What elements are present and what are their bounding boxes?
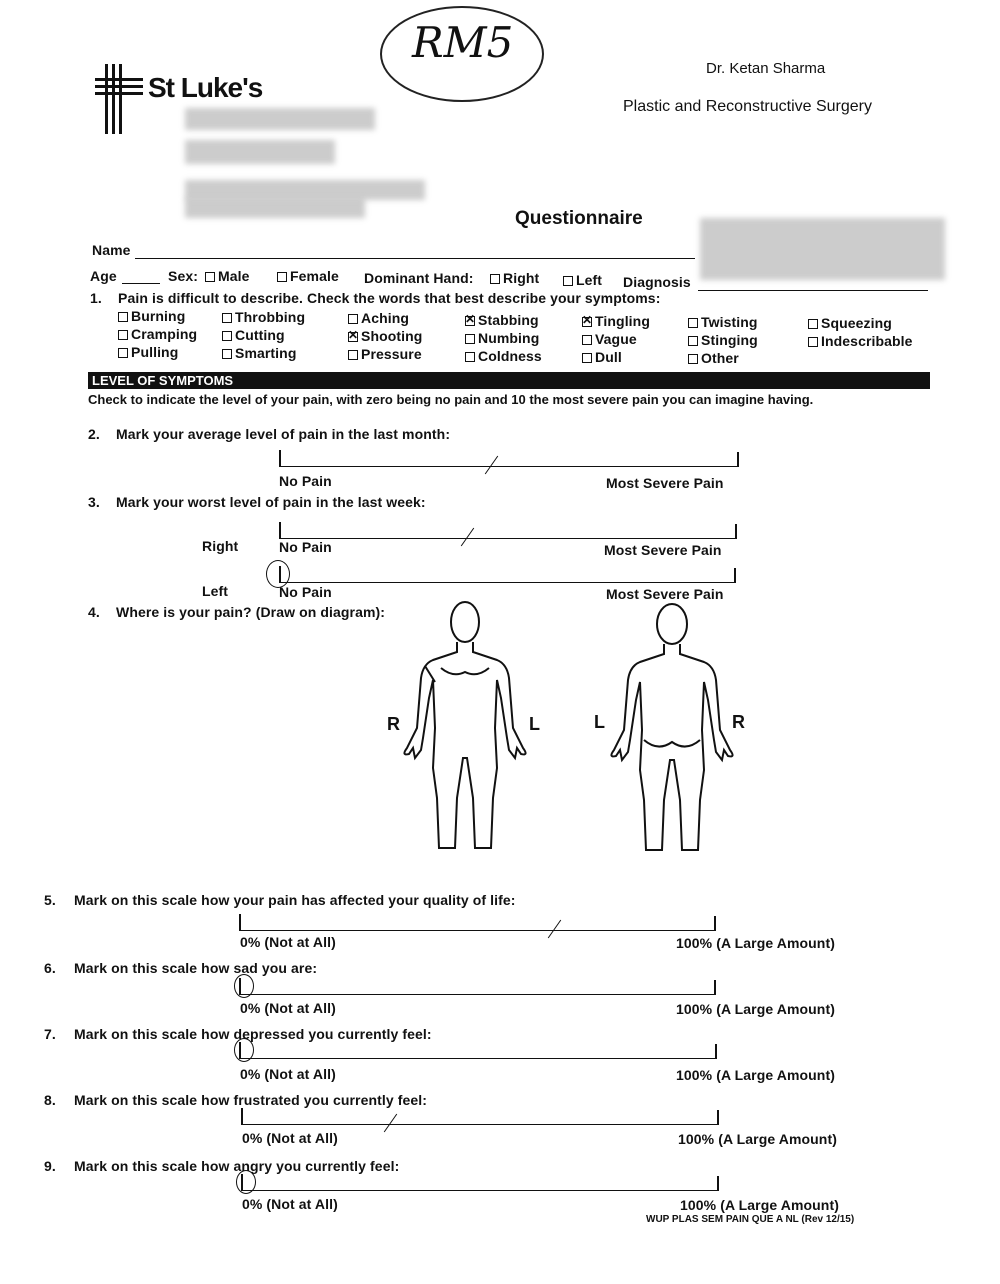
pain-word-checkbox[interactable] [465, 334, 475, 344]
scale-end-tick [715, 1044, 717, 1059]
back-right-label: R [732, 712, 745, 732]
scale-line[interactable] [240, 1058, 716, 1059]
hand-right[interactable]: Right [490, 270, 539, 286]
scale-high-label: 100% (A Large Amount) [678, 1131, 837, 1147]
pain-word-option[interactable] [465, 330, 539, 346]
hand-left[interactable]: Left [563, 272, 602, 288]
scale-line[interactable] [242, 1124, 718, 1125]
name-line [135, 258, 695, 259]
pain-word-checkbox[interactable] [465, 352, 475, 362]
pain-word-label: Pressure [361, 346, 422, 363]
pain-word-checkbox[interactable] [808, 319, 818, 329]
pain-word-label: Stinging [701, 332, 758, 348]
q3-right-high: Most Severe Pain [604, 542, 722, 558]
pain-word-label: Vague [595, 330, 637, 347]
scale-number: 7. [44, 1026, 56, 1042]
right-checkbox[interactable] [490, 274, 500, 284]
pain-word-checkbox[interactable] [118, 312, 128, 322]
pain-word-checkbox[interactable] [118, 330, 128, 340]
q2-scale-end [737, 452, 739, 467]
pain-word-option[interactable] [582, 331, 637, 347]
q3-right-start [279, 522, 281, 539]
q2-low-label: No Pain [279, 473, 332, 489]
scale-question: Mark on this scale how depressed you currently feel: [74, 1026, 432, 1042]
pain-word-option[interactable] [582, 349, 622, 365]
pain-word-label: Cutting [235, 327, 285, 344]
pain-word-label: Throbbing [235, 309, 306, 326]
scale-end-tick [717, 1176, 719, 1191]
pain-word-option[interactable] [465, 312, 539, 328]
pain-word-option[interactable] [688, 332, 758, 348]
footer-code: WUP PLAS SEM PAIN QUE A NL (Rev 12/15) [646, 1214, 855, 1225]
scale-circled-mark [234, 974, 254, 998]
scale-end-tick [714, 980, 716, 995]
scale-high-label: 100% (A Large Amount) [676, 1001, 835, 1017]
pain-word-option[interactable] [118, 308, 185, 324]
pain-word-label: Cramping [131, 326, 198, 342]
stamp-text: RM5 [412, 18, 514, 67]
section-title: LEVEL OF SYMPTOMS [92, 373, 234, 388]
pain-word-label: Other [701, 350, 739, 366]
st-lukes-logo [95, 62, 145, 134]
scale-high-label: 100% (A Large Amount) [680, 1197, 839, 1213]
scale-end-tick [717, 1110, 719, 1125]
scale-start-tick [241, 1108, 243, 1125]
diagnosis-label: Diagnosis [623, 274, 691, 290]
pain-word-label: Numbing [478, 329, 540, 346]
scale-start-tick [239, 914, 241, 931]
pain-word-option[interactable] [688, 314, 758, 330]
instructions: Check to indicate the level of your pain, with zero being no pain and 10 the most severe pain you can imagine having. [88, 392, 814, 407]
q2-text: Mark your average level of pain in the last month: [116, 426, 451, 442]
scale-low-label: 0% (Not at All) [240, 934, 336, 950]
pain-word-label: Aching [361, 310, 410, 327]
level-of-symptoms-bar [88, 372, 930, 389]
pain-word-option[interactable] [118, 326, 197, 342]
pain-word-option[interactable] [348, 328, 422, 344]
scale-slash-mark [547, 920, 560, 939]
q3-left-end [734, 568, 736, 583]
sex-female[interactable]: Female [277, 268, 339, 284]
q3-right-low: No Pain [279, 539, 332, 555]
scale-low-label: 0% (Not at All) [242, 1130, 338, 1146]
scale-question: Mark on this scale how angry you currently feel: [74, 1158, 400, 1174]
scale-low-label: 0% (Not at All) [240, 1066, 336, 1082]
logo-text: St Luke's [148, 72, 263, 103]
scale-number: 9. [44, 1158, 56, 1174]
scale-line[interactable] [242, 1190, 718, 1191]
scale-number: 6. [44, 960, 56, 976]
front-right-label: R [387, 714, 400, 734]
q3-right-end [735, 524, 737, 539]
pain-word-checkbox[interactable] [688, 336, 698, 346]
pain-word-checkbox[interactable] [688, 354, 698, 364]
pain-word-label: Coldness [478, 347, 542, 364]
redacted-address [185, 108, 375, 130]
scale-question: Mark on this scale how frustrated you currently feel: [74, 1092, 428, 1108]
pain-word-checkbox[interactable] [348, 350, 358, 360]
pain-word-label: Twisting [701, 314, 758, 330]
q2-scale-start [279, 450, 281, 467]
q3-left-low: No Pain [279, 584, 332, 600]
age-label: Age [90, 268, 117, 284]
doctor-name: Dr. Ketan Sharma [706, 60, 826, 77]
scale-number: 5. [44, 892, 56, 908]
diagnosis-line [698, 290, 928, 291]
pain-word-label: Stabbing [478, 311, 539, 328]
scale-slash-mark [383, 1114, 396, 1133]
q2-number: 2. [88, 426, 100, 442]
pain-word-option[interactable] [222, 327, 285, 343]
pain-word-label: Squeezing [821, 315, 892, 332]
pain-word-label: Tingling [595, 312, 650, 329]
q3-right-pain-mark [461, 528, 474, 547]
form-title: Questionnaire [515, 208, 643, 229]
pain-word-checkbox[interactable] [465, 316, 475, 326]
pain-word-option[interactable] [222, 345, 296, 361]
pain-word-option[interactable] [348, 310, 409, 326]
pain-word-option[interactable] [222, 309, 305, 325]
age-line [122, 283, 160, 284]
q1-number: 1. [90, 290, 102, 306]
scale-low-label: 0% (Not at All) [240, 1000, 336, 1016]
pain-word-checkbox[interactable] [582, 317, 592, 327]
q4-text: Where is your pain? (Draw on diagram): [116, 604, 386, 620]
male-checkbox[interactable] [205, 272, 215, 282]
pain-word-label: Burning [131, 308, 186, 324]
pain-word-option[interactable] [348, 346, 422, 362]
pain-word-label: Shooting [361, 328, 423, 345]
redacted-address [185, 198, 365, 218]
q3-right-label: Right [202, 538, 239, 554]
q2-high-label: Most Severe Pain [606, 475, 724, 491]
pain-word-checkbox[interactable] [582, 335, 592, 345]
redacted-patient-label [700, 218, 945, 280]
scale-question: Mark on this scale how sad you are: [74, 960, 318, 976]
scale-line[interactable] [240, 930, 715, 931]
pain-word-label: Indescribable [821, 333, 913, 350]
body-diagram-back [592, 600, 752, 860]
sex-male[interactable]: Male [205, 268, 250, 284]
q3-right-scale-line[interactable] [280, 538, 736, 539]
q2-scale-line[interactable] [280, 466, 738, 467]
q3-text: Mark your worst level of pain in the last week: [116, 494, 426, 510]
scale-end-tick [714, 916, 716, 931]
pain-word-label: Pulling [131, 344, 179, 360]
q3-number: 3. [88, 494, 100, 510]
dominant-hand-label: Dominant Hand: [364, 270, 474, 286]
pain-word-checkbox[interactable] [222, 349, 232, 359]
scale-circled-mark [234, 1038, 254, 1062]
pain-word-option[interactable] [582, 313, 650, 329]
q4-number: 4. [88, 604, 100, 620]
left-checkbox[interactable] [563, 276, 573, 286]
scale-high-label: 100% (A Large Amount) [676, 935, 835, 951]
q3-left-scale-line[interactable] [280, 582, 735, 583]
pain-word-checkbox[interactable] [688, 318, 698, 328]
front-left-label: L [529, 714, 540, 734]
pain-word-checkbox[interactable] [348, 332, 358, 342]
pain-word-option[interactable] [465, 348, 542, 364]
q2-pain-mark [484, 456, 497, 475]
name-label: Name [92, 242, 131, 258]
pain-word-label: Smarting [235, 345, 297, 362]
back-left-label: L [594, 712, 605, 732]
scale-number: 8. [44, 1092, 56, 1108]
body-diagram-front [385, 598, 545, 858]
department: Plastic and Reconstructive Surgery [623, 98, 872, 115]
scale-question: Mark on this scale how your pain has affected your quality of life: [74, 892, 516, 908]
q3-left-high: Most Severe Pain [606, 586, 724, 602]
q3-left-label: Left [202, 583, 229, 599]
scale-line[interactable] [240, 994, 715, 995]
cross-logo-icon [95, 62, 145, 134]
pain-word-checkbox[interactable] [808, 337, 818, 347]
scale-low-label: 0% (Not at All) [242, 1196, 338, 1212]
pain-word-checkbox[interactable] [222, 331, 232, 341]
pain-word-checkbox[interactable] [222, 313, 232, 323]
redacted-address [185, 140, 335, 164]
pain-word-checkbox[interactable] [582, 353, 592, 363]
scale-high-label: 100% (A Large Amount) [676, 1067, 835, 1083]
redacted-address [185, 180, 425, 200]
pain-word-label: Dull [595, 348, 622, 365]
pain-word-checkbox[interactable] [118, 348, 128, 358]
scale-circled-mark [236, 1170, 256, 1194]
q1-text: Pain is difficult to describe. Check the words that best describe your symptoms: [118, 290, 661, 306]
pain-word-option[interactable] [808, 315, 892, 331]
sex-label: Sex: [168, 268, 198, 284]
pain-word-checkbox[interactable] [348, 314, 358, 324]
pain-word-option[interactable] [688, 350, 739, 366]
female-checkbox[interactable] [277, 272, 287, 282]
pain-word-option[interactable] [118, 344, 178, 360]
pain-word-option[interactable] [808, 333, 913, 349]
